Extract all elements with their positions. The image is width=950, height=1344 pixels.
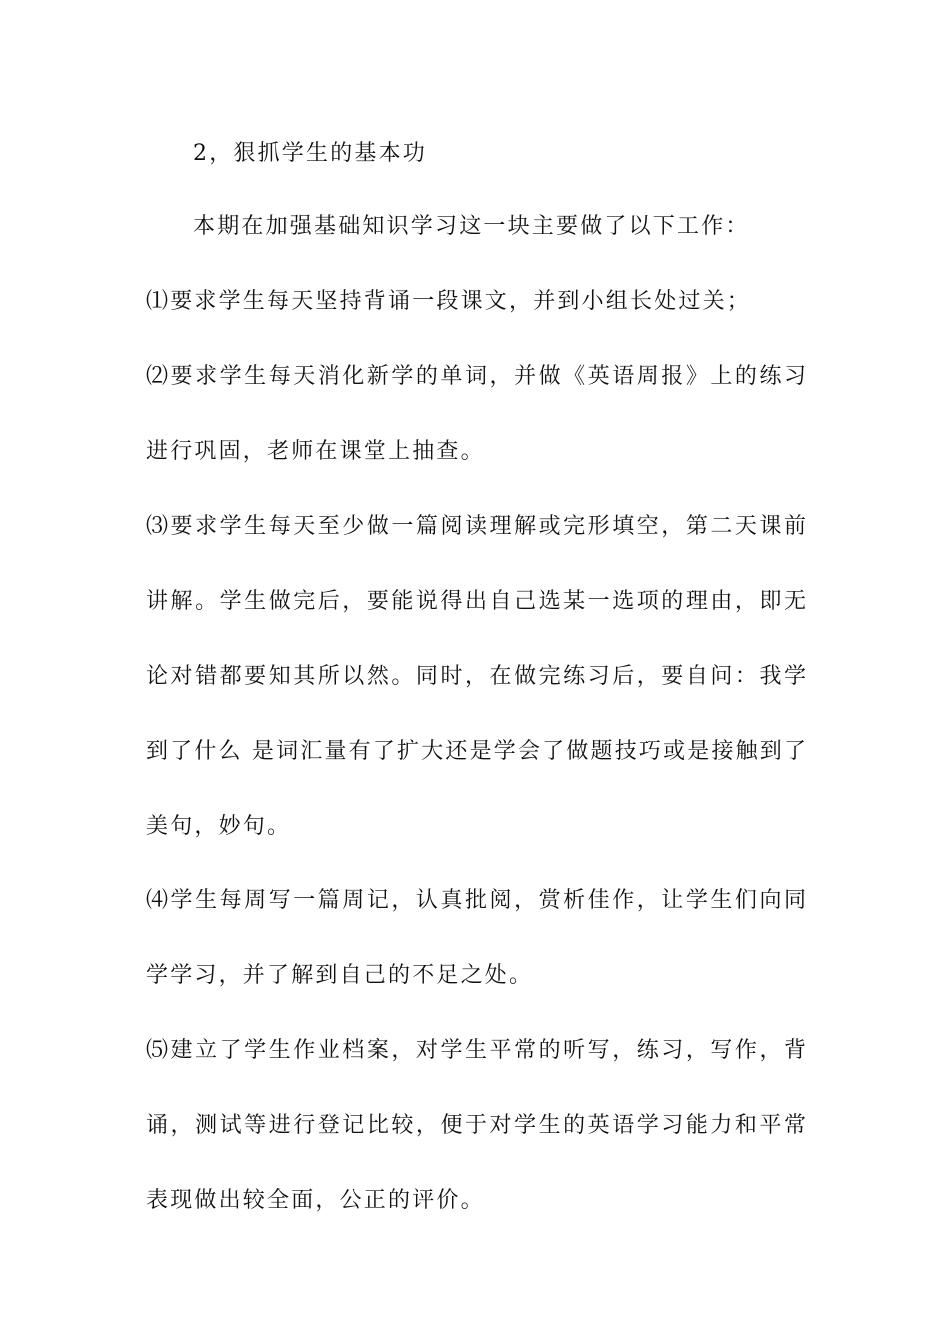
list-item-1: ⑴要求学生每天坚持背诵一段课文，并到小组长处过关；: [146, 289, 752, 314]
list-item-3-line-2: 讲解。学生做完后，要能说得出自己选某一选项的理由，即无: [146, 589, 806, 614]
list-item-3-line-4: 到了什么 是词汇量有了扩大还是学会了做题技巧或是接触到了: [146, 739, 806, 764]
list-item-2-line-1: ⑵要求学生每天消化新学的单词，并做《英语周报》上的练习: [146, 364, 806, 389]
paragraph-intro: 本期在加强基础知识学习这一块主要做了以下工作：: [193, 214, 750, 239]
list-item-2-line-2: 进行巩固，老师在课堂上抽查。: [146, 439, 485, 464]
list-item-5-line-3: 表现做出较全面，公正的评价。: [146, 1188, 485, 1213]
list-item-5-line-2: 诵，测试等进行登记比较，便于对学生的英语学习能力和平常: [146, 1113, 806, 1138]
list-item-4-line-2: 学学习，并了解到自己的不足之处。: [146, 963, 534, 988]
list-item-3-line-3: 论对错都要知其所以然。同时，在做完练习后，要自问：我学: [146, 664, 806, 689]
list-item-4-line-1: ⑷学生每周写一篇周记，认真批阅，赏析佳作，让学生们向同: [146, 888, 806, 913]
list-item-3-line-1: ⑶要求学生每天至少做一篇阅读理解或完形填空，第二天课前: [146, 514, 806, 539]
section-heading: 2，狠抓学生的基本功: [193, 141, 427, 166]
list-item-3-line-5: 美句，妙句。: [146, 814, 292, 839]
list-item-5-line-1: ⑸建立了学生作业档案，对学生平常的听写，练习，写作，背: [146, 1038, 806, 1063]
